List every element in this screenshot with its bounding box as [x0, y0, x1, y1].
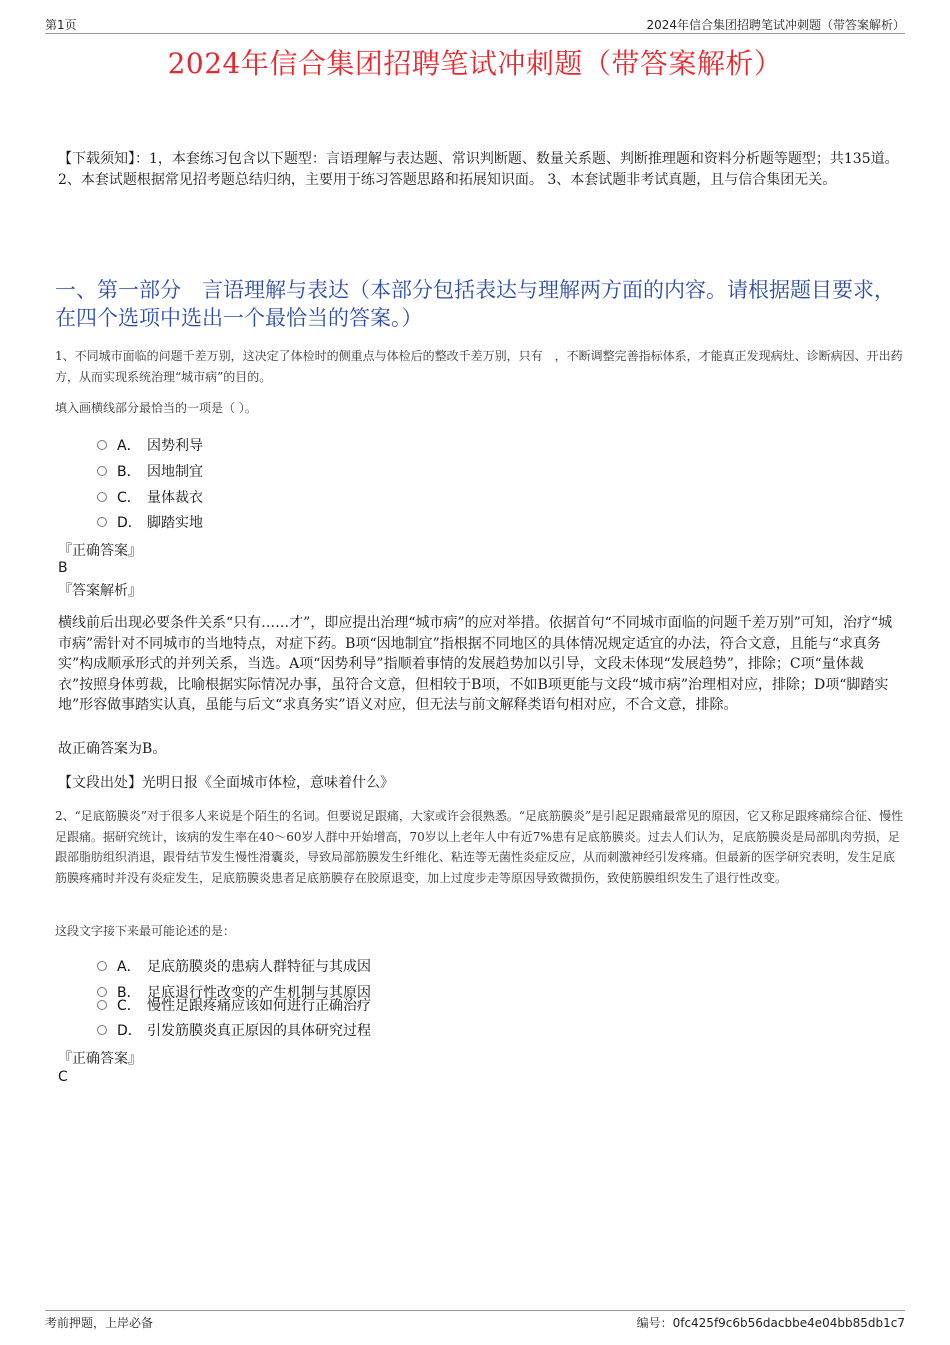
q1-analysis-text: 横线前后出现必要条件关系“只有……才”，即应提出治理“城市病”的应对举措。依据首句“不同城市面临的问题千差万别”可知，治疗“城市病”需针对不同城市的当地特点，对症下药。B项“因地制宜”指根据不同地区的具体情况规定适宜的办法，符合文意，且能与“求真务实”构成顺承形式的并列关系，当选。A项“因势利导”指顺着事情的发展趋势加以引导，文段未体现“发展趋势”，排除；C项“量体裁衣”按照身体剪裁，比喻根据实际情况办事，虽符合文意，但相较于B项，不如B项更能与文段“城市病”治理相对应，排除；D项“脚踏实地”形容做事踏实认真，虽能与后文“求真务实”语义对应，但无法与前文解释类语句相对应，不合文意，排除。	[58, 615, 893, 713]
option-letter: A．	[117, 438, 141, 454]
footer-slogan: 考前押题，上岸必备	[45, 1316, 154, 1330]
option-text: 因势利导	[147, 438, 203, 454]
option-text: 因地制宜	[147, 464, 203, 480]
option-letter: B．	[117, 985, 141, 1001]
option-text: 慢性足跟疼痛应该如何进行正确治疗	[147, 998, 371, 1014]
footer-rule	[45, 1310, 905, 1311]
page-number: 第1页	[45, 18, 77, 32]
option-text: 脚踏实地	[147, 515, 203, 531]
radio-icon[interactable]	[97, 492, 107, 502]
q1-option-b[interactable]	[97, 462, 203, 482]
q1-option-c[interactable]	[97, 488, 203, 508]
question-1-prompt: 填入画横线部分最恰当的一项是（ ）。	[55, 401, 257, 415]
option-letter: D．	[117, 1023, 142, 1039]
q2-answer-value: C	[58, 1069, 68, 1085]
question-1-stem: 1、不同城市面临的问题千差万别，这决定了体检时的侧重点与体检后的整改千差万别，只有 ，不断调整完善指标体系，才能真正发现病灶、诊断病因、开出药方，从而实现系统治理“城市病”的目的。	[55, 349, 903, 384]
option-letter: A．	[117, 959, 141, 975]
q1-option-d[interactable]	[97, 513, 203, 533]
download-notice: 【下载须知】：1，本套练习包含以下题型：言语理解与表达题、常识判断题、数量关系题、判断推理题和资料分析题等题型；共135道。 2、本套试题根据常见招考题总结归纳，主要用于练习答题思路和拓展知识面。 3、本套试题非考试真题，且与信合集团无关。	[58, 151, 899, 188]
radio-icon[interactable]	[97, 440, 107, 450]
footer-code-value: 0fc425f9c6b56dacbbe4e04bb85db1c7	[672, 1316, 905, 1330]
q2-option-a[interactable]	[97, 957, 371, 977]
q1-conclusion: 故正确答案为B。	[58, 741, 167, 757]
question-2-stem: 2、“足底筋膜炎”对于很多人来说是个陌生的名词。但要说足跟痛，大家或许会很熟悉。“足底筋膜炎”是引起足跟痛最常见的原因，它又称足跟疼痛综合征、慢性足跟痛。据研究统计，该病的发生率在40～60岁人群中开始增高，70岁以上老年人中有近7%患有足底筋膜炎。过去人们认为，足底筋膜炎是局部肌肉劳损，足跟部脂肪组织消退，跟骨结节发生慢性滑囊炎，导致局部筋膜发生纤维化、粘连等无菌性炎症反应，从而刺激神经引发疼痛。但最新的医学研究表明，发生足底筋膜疼痛时并没有炎症发生，足底筋膜炎患者足底筋膜存在胶原退变，加上过度步走等原因导致微损伤，致使筋膜组织发生了退行性改变。	[55, 809, 904, 885]
option-text: 足底退行性改变的产生机制与其原因	[147, 985, 371, 1001]
option-letter: C．	[117, 490, 141, 506]
q1-answer-label: 『正确答案』	[58, 543, 142, 559]
q2-option-c[interactable]	[97, 996, 371, 1016]
page-title: 2024年信合集团招聘笔试冲刺题（带答案解析）	[167, 47, 783, 80]
footer-code-label: 编号：	[636, 1316, 673, 1330]
radio-icon[interactable]	[97, 1025, 107, 1035]
q1-source: 【文段出处】光明日报《全面城市体检，意味着什么》	[58, 775, 394, 791]
q1-analysis-label: 『答案解析』	[58, 583, 142, 599]
option-letter: C．	[117, 998, 141, 1014]
q1-answer-value: B	[58, 560, 68, 576]
option-letter: D．	[117, 515, 142, 531]
running-header-title: 2024年信合集团招聘笔试冲刺题（带答案解析）	[646, 18, 905, 32]
option-text: 量体裁衣	[147, 490, 203, 506]
header-rule	[45, 33, 905, 34]
section-heading: 一、第一部分 言语理解与表达（本部分包括表达与理解两方面的内容。请根据题目要求，在四个选项中选出一个最恰当的答案。）	[55, 278, 895, 330]
radio-icon[interactable]	[97, 466, 107, 476]
q2-answer-label: 『正确答案』	[58, 1051, 142, 1067]
q2-option-d[interactable]	[97, 1021, 371, 1041]
option-text: 足底筋膜炎的患病人群特征与其成因	[147, 959, 371, 975]
radio-icon[interactable]	[97, 517, 107, 527]
radio-icon[interactable]	[97, 961, 107, 971]
footer-code	[637, 1314, 905, 1331]
q1-option-a[interactable]	[97, 436, 203, 456]
radio-icon[interactable]	[97, 1000, 107, 1010]
option-letter: B．	[117, 464, 141, 480]
question-2-prompt: 这段文字接下来最可能论述的是：	[55, 924, 236, 938]
option-text: 引发筋膜炎真正原因的具体研究过程	[147, 1023, 371, 1039]
